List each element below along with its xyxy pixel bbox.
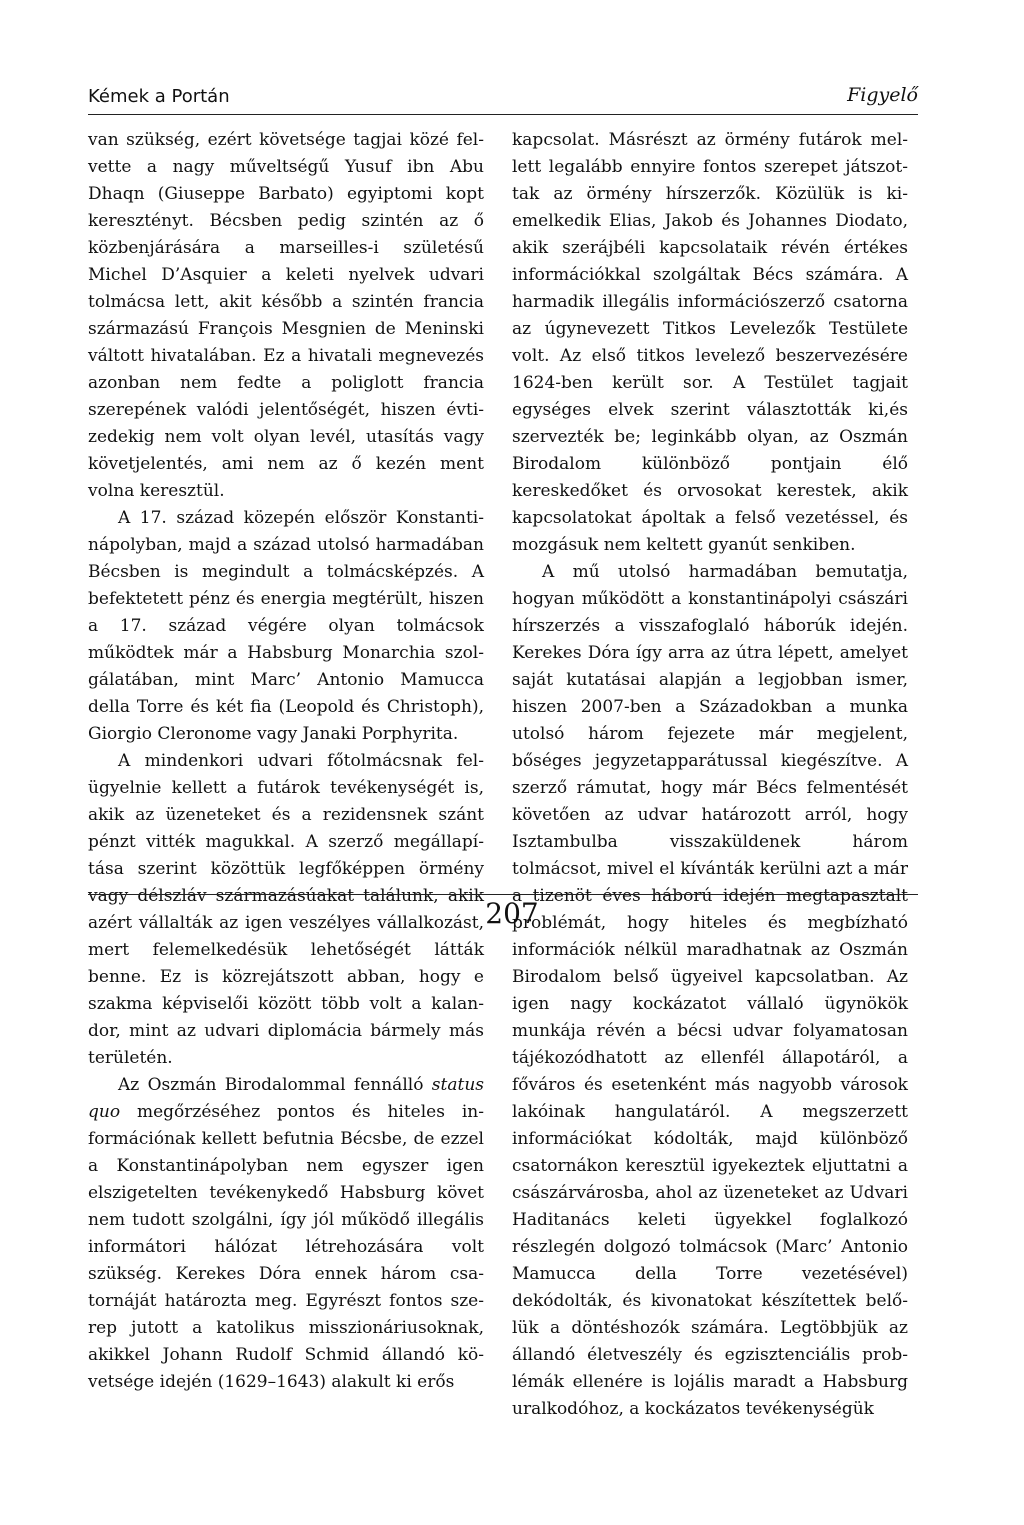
paragraph-right-1: kapcsolat. Másrészt az örmény futárok mellett legalább ennyire fontos szerepet játszottak az örmény hírszerzők. Közülük is kiemelkedik Elias, Jakob és Johannes Diodato, akik szerájbéli kapcsolataik révén értékes információkkal szolgáltak Bécs számára. A harmadik illegális információszerző csatorna az úgynevezett Titkos Levelezők Testülete volt. Az első titkos levelező beszervezésére 1624-ben került sor. A Testület tagjait egységes elvek szerint választották ki,és szervezték be; leginkább olyan, az Oszmán Birodalom különböző pontjain élő kereskedőket és orvosokat kerestek, akik kapcsolatokat ápoltak a felső vezetéssel, és mozgásuk nem keltett gyanút senkiben. <box>512 130 908 555</box>
paragraph-left-4-start: Az Oszmán Birodalommal fennálló <box>118 1075 432 1095</box>
paragraph-right-2: A mű utolsó harmadában bemutatja, hogyan működött a konstantinápolyi császári hírszerzés a visszafoglaló háborúk idején. Kerekes Dóra így arra az útra lépett, amelyet saját kutatásai alapján a legjobban ismer, hiszen 2007-ben a Századokban a munka utolsó három fejezete már megjelent, bőséges jegyzetapparátussal kiegészítve. A szerző rámutat, hogy már Bécs felmentését követően az udvar határozott arról, hogy Isztambulba visszaküldenek három tolmácsot, mivel el kívánták kerülni azt a már a tizenöt éves háború idején megtapasztalt problémát, hogy hiteles és megbízható információk nélkül maradhatnak az Oszmán Birodalom belső ügyeivel kapcsolatban. Az igen nagy kockázatot vállaló ügynökök munkája révén a bécsi udvar folyamatosan tájékozódhatott az ellenfél állapotáról, a főváros és esetenként más nagyobb városok lakóinak hangulatáról. A megszerzett információkat kódolták, majd különböző csatornákon keresztül igyekeztek eljuttatni a császárvárosba, ahol az üzeneteket az Udvari Haditanács keleti ügyekkel foglalkozó részlegén dolgozó tolmácsok (Marc’ Antonio Mamucca della Torre vezetésével) dekódolták, és kivonatokat készítettek belőlük a döntéshozók számára. Legtöbbjük az állandó életveszély és egzisztenciális problémák ellenére is lojális maradt a Habsburg uralkodóhoz, a kockázatos tevékenységük <box>512 562 908 1419</box>
footer-rule <box>88 894 918 895</box>
page-number: 207 <box>485 897 539 930</box>
left-column <box>88 127 484 1396</box>
section-name: Figyelő <box>847 84 918 106</box>
paragraph-left-1: van szükség, ezért követsége tagjai közé felvette a nagy műveltségű Yusuf ibn Abu Dhaqn (Giuseppe Barbato) egyiptomi kopt keresztényt. Bécsben pedig szintén az ő közbenjárására a marseilles-i születésű Michel D’Asquier a keleti nyelvek udvari tolmácsa lett, akit később a szintén francia származású François Mesgnien de Meninski váltott hivatalában. Ez a hivatali megnevezés azonban nem fedte a poliglott francia szerepének valódi jelentőségét, hiszen évtizedekig nem volt olyan levél, utasítás vagy követjelentés, ami nem az ő kezén ment volna keresztül. <box>88 130 484 501</box>
running-header <box>88 84 918 115</box>
paragraph-left-4 <box>88 1072 484 1396</box>
italic-term: status quo <box>88 1075 484 1122</box>
paragraph-left-4-rest: megőrzéséhez pontos és hiteles információnak kellett befutnia Bécsbe, de ezzel a Konstantinápolyban nem egyszer igen elszigetelten tevékenykedő Habsburg követ nem tudott szolgálni, így jól működő illegális informátori hálózat létrehozására volt szükség. Kerekes Dóra ennek három csatornáját határozta meg. Egyrészt fontos szerep jutott a katolikus misszionáriusoknak, akikkel Johann Rudolf Schmid állandó követsége idején (1629–1643) alakult ki erős <box>88 1102 484 1392</box>
right-column <box>512 127 908 1423</box>
paragraph-left-3: A mindenkori udvari főtolmácsnak felügyelnie kellett a futárok tevékenységét is, akik az üzeneteket és a rezidensnek szánt pénzt vitték magukkal. A szerző megállapítása szerint közöttük legfőképpen örmény vagy délszláv származásúakat találunk, akik azért vállalták az igen veszélyes vállalkozást, mert felemelkedésük lehetőségét látták benne. Ez is közrejátszott abban, hogy e szakma képviselői között több volt a kalandor, mint az udvari diplomácia bármely más területén. <box>88 751 484 1068</box>
running-title: Kémek a Portán <box>88 86 230 107</box>
paragraph-left-2: A 17. század közepén először Konstantinápolyban, majd a század utolsó harmadában Bécsben is megindult a tolmácsképzés. A befektetett pénz és energia megtérült, hiszen a 17. század végére olyan tolmácsok működtek már a Habsburg Monarchia szolgálatában, mint Marc’ Antonio Mamucca della Torre és két fia (Leopold és Christoph), Giorgio Cleronome vagy Janaki Porphyrita. <box>88 508 484 744</box>
